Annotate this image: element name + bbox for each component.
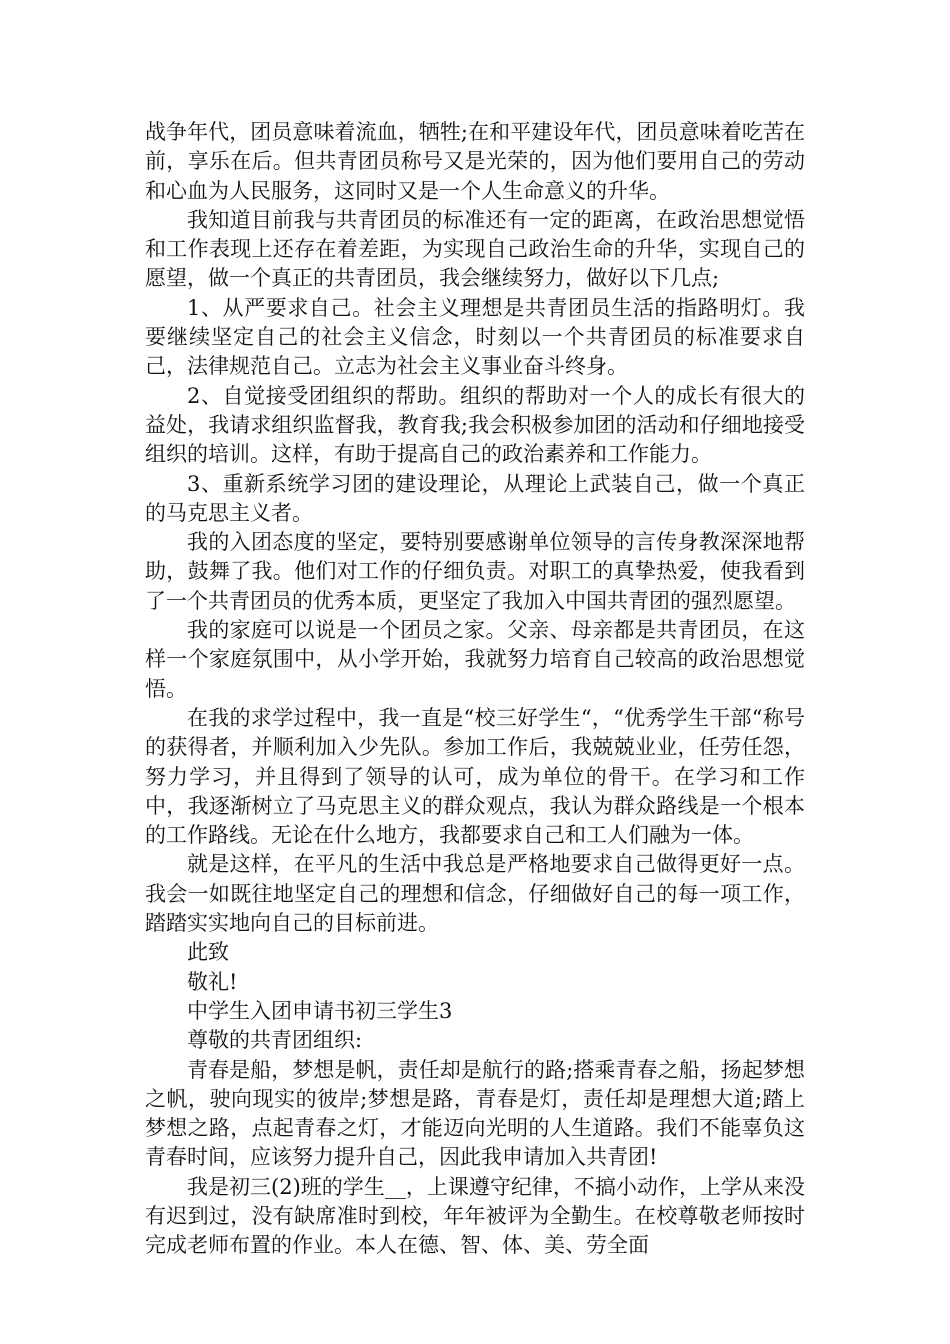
paragraph-11: 我是初三(2)班的学生__，上课遵守纪律，不搞小动作，上学从来没有迟到过，没有缺席准时到校，年年被评为全勤生。在校尊敬老师按时完成老师布置的作业。本人在德、智、体、美、劳全面 xyxy=(145,1174,805,1258)
paragraph-4: 2、自觉接受团组织的帮助。组织的帮助对一个人的成长有很大的益处，我请求组织监督我，教育我;我会积极参加团的活动和仔细地接受组织的培训。这样，有助于提高自己的政治素养和工作能力。 xyxy=(145,383,805,467)
paragraph-2: 我知道目前我与共青团员的标准还有一定的距离，在政治思想觉悟和工作表现上还存在着差距，为实现自己政治生命的升华，实现自己的愿望，做一个真正的共青团员，我会继续努力，做好以下几点; xyxy=(145,207,805,291)
paragraph-3: 1、从严要求自己。社会主义理想是共青团员生活的指路明灯。我要继续坚定自己的社会主义信念，时刻以一个共青团员的标准要求自己，法律规范自己。立志为社会主义事业奋斗终身。 xyxy=(145,295,805,379)
paragraph-7: 我的家庭可以说是一个团员之家。父亲、母亲都是共青团员，在这样一个家庭氛围中，从小学开始，我就努力培育自己较高的政治思想觉悟。 xyxy=(145,618,805,701)
document-page xyxy=(145,118,805,1261)
paragraph-9: 就是这样，在平凡的生活中我总是严格地要求自己做得更好一点。我会一如既往地坚定自己的理想和信念，仔细做好自己的每一项工作，踏踏实实地向自己的目标前进。 xyxy=(145,852,805,936)
paragraph-6: 我的入团态度的坚定，要特别要感谢单位领导的言传身教深深地帮助，鼓舞了我。他们对工作的仔细负责。对职工的真挚热爱，使我看到了一个共青团员的优秀本质，更坚定了我加入中国共青团的强烈愿望。 xyxy=(145,530,805,613)
closing-cizhi: 此致 xyxy=(187,940,229,965)
salutation: 尊敬的共青团组织: xyxy=(187,1028,363,1053)
closing-jingli: 敬礼! xyxy=(187,969,238,994)
paragraph-10: 青春是船，梦想是帆，责任却是航行的路;搭乘青春之船，扬起梦想之帆，驶向现实的彼岸;梦想是路，青春是灯，责任却是理想大道;踏上梦想之路，点起青春之灯，才能迈向光明的人生道路。我们不能辜负这青春时间，应该努力提升自己，因此我申请加入共青团! xyxy=(145,1057,805,1170)
paragraph-5: 3、重新系统学习团的建设理论，从理论上武装自己，做一个真正的马克思主义者。 xyxy=(145,471,805,525)
paragraph-8: 在我的求学过程中，我一直是“校三好学生“，“优秀学生干部“称号的获得者，并顺利加入少先队。参加工作后，我兢兢业业，任劳任怨，努力学习，并且得到了领导的认可，成为单位的骨干。在学习和工作中，我逐渐树立了马克思主义的群众观点，我认为群众路线是一个根本的工作路线。无论在什么地方，我都要求自己和工人们融为一体。 xyxy=(145,705,805,848)
paragraph-1: 战争年代，团员意味着流血，牺牲;在和平建设年代，团员意味着吃苦在前，享乐在后。但共青团员称号又是光荣的，因为他们要用自己的劳动和心血为人民服务，这同时又是一个人生命意义的升华。 xyxy=(145,120,805,203)
section-title: 中学生入团申请书初三学生3 xyxy=(187,998,453,1023)
